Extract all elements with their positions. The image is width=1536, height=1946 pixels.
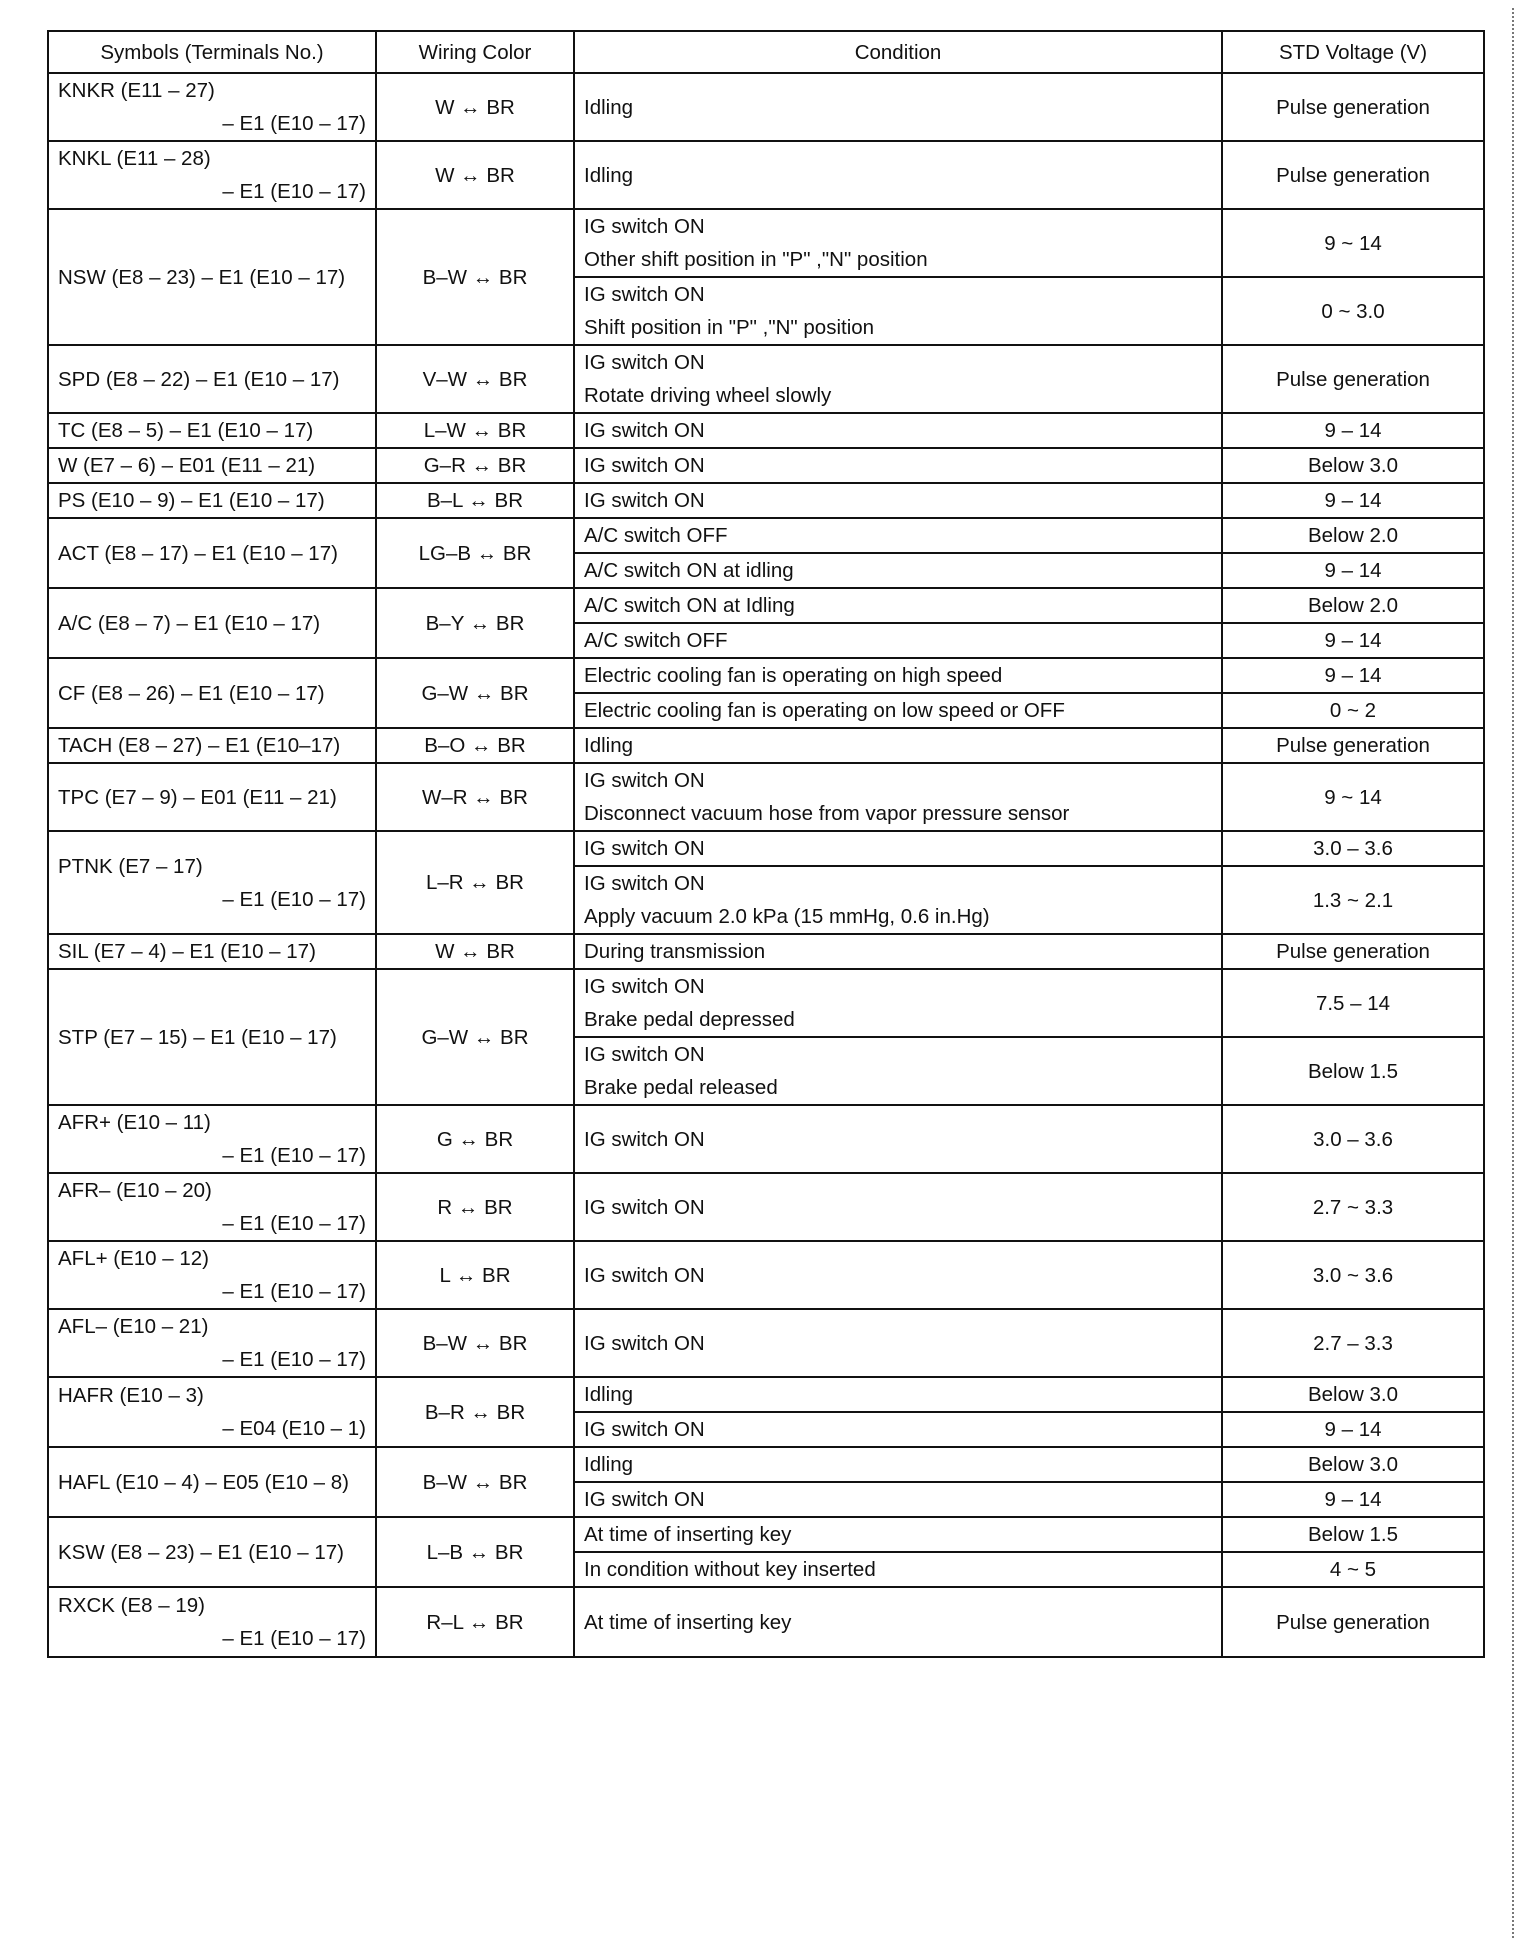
voltage-cell: 0 ~ 2 [1222,693,1484,728]
voltage-cell: 9 – 14 [1222,623,1484,658]
header-condition: Condition [574,31,1222,73]
wiring-cell: G ↔ BR [376,1105,574,1173]
condition-cell [574,141,1222,209]
table-row [48,1517,1484,1552]
symbol-cell [48,345,376,413]
symbol-cell [48,934,376,969]
condition-cell [574,658,1222,693]
voltage-cell: Below 3.0 [1222,448,1484,483]
symbol-line: TACH (E8 – 27) – E1 (E10–17) [58,734,341,757]
voltage-cell: Below 3.0 [1222,1377,1484,1412]
condition-cell [574,483,1222,518]
condition-cell [574,1173,1222,1241]
condition-line: IG switch ON [584,215,705,238]
condition-cell [574,1447,1222,1482]
symbol-cell [48,483,376,518]
condition-line: Brake pedal released [584,1076,778,1099]
symbol-line: SPD (E8 – 22) – E1 (E10 – 17) [58,367,340,391]
condition-line: Idling [584,163,634,187]
header-std-voltage: STD Voltage (V) [1222,31,1484,73]
condition-line: Idling [584,734,634,757]
voltage-cell: Pulse generation [1222,1587,1484,1657]
voltage-cell: 0 ~ 3.0 [1222,277,1484,345]
table-header-row [48,31,1484,73]
condition-line: Idling [584,1383,634,1406]
condition-line: Electric cooling fan is operating on low speed or OFF [584,699,1065,722]
condition-cell [574,1037,1222,1105]
wiring-cell: B–L ↔ BR [376,483,574,518]
symbol-line: CF (E8 – 26) – E1 (E10 – 17) [58,681,325,705]
wiring-cell: G–R ↔ BR [376,448,574,483]
symbol-line: – E1 (E10 – 17) [222,1144,366,1167]
symbol-cell [48,518,376,588]
table-row [48,1447,1484,1482]
condition-line: Shift position in "P" ,"N" position [584,316,875,339]
symbol-line: AFL+ (E10 – 12) [58,1247,209,1270]
symbol-cell [48,73,376,141]
condition-cell [574,73,1222,141]
wiring-cell: R–L ↔ BR [376,1587,574,1657]
symbol-line: W (E7 – 6) – E01 (E11 – 21) [58,454,316,477]
symbol-line: HAFL (E10 – 4) – E05 (E10 – 8) [58,1470,349,1494]
symbol-cell [48,1309,376,1377]
voltage-cell: 2.7 – 3.3 [1222,1309,1484,1377]
condition-line: IG switch ON [584,975,705,998]
condition-line: IG switch ON [584,769,705,792]
condition-cell [574,1309,1222,1377]
table-row [48,518,1484,553]
symbol-line: STP (E7 – 15) – E1 (E10 – 17) [58,1025,337,1049]
table-row [48,969,1484,1037]
condition-line: Brake pedal depressed [584,1008,795,1031]
symbol-line: – E1 (E10 – 17) [222,1280,366,1303]
symbol-line: – E1 (E10 – 17) [222,1627,366,1650]
condition-line: IG switch ON [584,837,705,860]
symbol-line: HAFR (E10 – 3) [58,1384,204,1407]
condition-cell [574,518,1222,553]
condition-line: At time of inserting key [584,1523,792,1546]
condition-line: Apply vacuum 2.0 kPa (15 mmHg, 0.6 in.Hg) [584,905,990,928]
symbol-line: ACT (E8 – 17) – E1 (E10 – 17) [58,541,338,565]
voltage-cell: 4 ~ 5 [1222,1552,1484,1587]
wiring-cell: B–Y ↔ BR [376,588,574,658]
condition-cell [574,1412,1222,1447]
condition-cell [574,623,1222,658]
voltage-cell: Pulse generation [1222,73,1484,141]
symbol-cell [48,1377,376,1447]
voltage-cell: 3.0 ~ 3.6 [1222,1241,1484,1309]
page-edge-divider [1512,8,1514,1938]
voltage-cell: 9 – 14 [1222,553,1484,588]
voltage-cell: Below 2.0 [1222,518,1484,553]
condition-line: IG switch ON [584,1331,705,1355]
table-row [48,413,1484,448]
voltage-cell: Below 1.5 [1222,1517,1484,1552]
wiring-cell: W ↔ BR [376,934,574,969]
table-row [48,1587,1484,1657]
condition-line: IG switch ON [584,872,705,895]
symbol-cell [48,413,376,448]
wiring-cell: B–W ↔ BR [376,209,574,345]
table-row [48,1241,1484,1309]
condition-line: IG switch ON [584,1263,705,1287]
voltage-cell: 9 – 14 [1222,413,1484,448]
wiring-cell: G–W ↔ BR [376,658,574,728]
symbol-line: AFR– (E10 – 20) [58,1179,212,1202]
table-row [48,1309,1484,1377]
table-row [48,1173,1484,1241]
condition-cell [574,866,1222,934]
table-row [48,209,1484,277]
symbol-line: PS (E10 – 9) – E1 (E10 – 17) [58,489,325,512]
voltage-cell: Below 1.5 [1222,1037,1484,1105]
condition-line: Other shift position in "P" ,"N" position [584,248,928,271]
voltage-cell: Pulse generation [1222,345,1484,413]
ecu-terminal-voltage-table [47,30,1485,1658]
condition-line: A/C switch ON at Idling [584,594,795,617]
condition-cell [574,1241,1222,1309]
condition-cell [574,277,1222,345]
wiring-cell: L–R ↔ BR [376,831,574,934]
symbol-line: KSW (E8 – 23) – E1 (E10 – 17) [58,1540,344,1564]
table-row [48,448,1484,483]
table-row [48,763,1484,831]
voltage-cell: Pulse generation [1222,728,1484,763]
condition-line: IG switch ON [584,1418,705,1441]
wiring-cell: L ↔ BR [376,1241,574,1309]
condition-line: IG switch ON [584,283,705,306]
symbol-line: – E1 (E10 – 17) [222,1212,366,1235]
symbol-line: NSW (E8 – 23) – E1 (E10 – 17) [58,265,346,289]
symbol-cell [48,209,376,345]
wiring-cell: B–W ↔ BR [376,1309,574,1377]
condition-cell [574,934,1222,969]
symbol-line: TPC (E7 – 9) – E01 (E11 – 21) [58,785,337,809]
symbol-cell [48,658,376,728]
symbol-cell [48,1517,376,1587]
condition-cell [574,1552,1222,1587]
symbol-cell [48,728,376,763]
symbol-line: – E1 (E10 – 17) [222,887,366,911]
symbol-line: AFR+ (E10 – 11) [58,1111,211,1134]
condition-cell [574,553,1222,588]
symbol-line: AFL– (E10 – 21) [58,1315,209,1338]
symbol-cell [48,1241,376,1309]
voltage-cell: Below 3.0 [1222,1447,1484,1482]
table-row [48,483,1484,518]
condition-cell [574,1377,1222,1412]
table-row [48,1105,1484,1173]
condition-line: At time of inserting key [584,1610,792,1634]
condition-line: Disconnect vacuum hose from vapor pressure sensor [584,802,1070,825]
symbol-cell [48,1173,376,1241]
wiring-cell: L–B ↔ BR [376,1517,574,1587]
condition-cell [574,1587,1222,1657]
condition-line: Idling [584,1453,634,1476]
condition-cell [574,1105,1222,1173]
condition-line: IG switch ON [584,454,705,477]
symbol-cell [48,763,376,831]
symbol-line: PTNK (E7 – 17) [58,854,203,878]
condition-cell [574,588,1222,623]
symbol-cell [48,448,376,483]
voltage-cell: 9 ~ 14 [1222,209,1484,277]
wiring-cell: B–W ↔ BR [376,1447,574,1517]
condition-cell [574,728,1222,763]
table-row [48,73,1484,141]
voltage-cell: 1.3 ~ 2.1 [1222,866,1484,934]
condition-line: IG switch ON [584,1043,705,1066]
symbol-cell [48,141,376,209]
condition-line: A/C switch ON at idling [584,559,794,582]
condition-cell [574,209,1222,277]
wiring-cell: V–W ↔ BR [376,345,574,413]
symbol-line: – E1 (E10 – 17) [222,180,366,203]
condition-cell [574,693,1222,728]
condition-line: IG switch ON [584,489,705,512]
voltage-cell: 3.0 – 3.6 [1222,831,1484,866]
voltage-cell: 9 ~ 14 [1222,763,1484,831]
table-row [48,345,1484,413]
condition-cell [574,1482,1222,1517]
wiring-cell: B–O ↔ BR [376,728,574,763]
symbol-cell [48,588,376,658]
symbol-cell [48,969,376,1105]
condition-line: IG switch ON [584,419,705,442]
condition-cell [574,1517,1222,1552]
voltage-cell: Below 2.0 [1222,588,1484,623]
wiring-cell: W–R ↔ BR [376,763,574,831]
wiring-cell: W ↔ BR [376,73,574,141]
condition-line: During transmission [584,940,766,963]
voltage-cell: 9 – 14 [1222,658,1484,693]
condition-cell [574,831,1222,866]
wiring-cell: LG–B ↔ BR [376,518,574,588]
symbol-cell [48,831,376,934]
table-row [48,831,1484,866]
symbol-line: KNKR (E11 – 27) [58,79,215,102]
condition-line: Rotate driving wheel slowly [584,384,832,407]
condition-line: A/C switch OFF [584,629,728,652]
voltage-cell: 9 – 14 [1222,1412,1484,1447]
symbol-line: A/C (E8 – 7) – E1 (E10 – 17) [58,611,321,635]
symbol-line: SIL (E7 – 4) – E1 (E10 – 17) [58,940,316,963]
condition-line: A/C switch OFF [584,524,728,547]
condition-line: IG switch ON [584,1488,705,1511]
symbol-cell [48,1105,376,1173]
symbol-line: TC (E8 – 5) – E1 (E10 – 17) [58,419,314,442]
wiring-cell: R ↔ BR [376,1173,574,1241]
symbol-line: – E1 (E10 – 17) [222,1348,366,1371]
condition-cell [574,448,1222,483]
condition-cell [574,969,1222,1037]
voltage-cell: 3.0 – 3.6 [1222,1105,1484,1173]
condition-line: IG switch ON [584,1127,705,1151]
condition-line: Idling [584,95,634,119]
wiring-cell: L–W ↔ BR [376,413,574,448]
table-row [48,141,1484,209]
table-row [48,1377,1484,1412]
table-row [48,934,1484,969]
symbol-line: – E1 (E10 – 17) [222,112,366,135]
voltage-cell: Pulse generation [1222,141,1484,209]
condition-cell [574,413,1222,448]
symbol-line: RXCK (E8 – 19) [58,1594,205,1617]
symbol-line: KNKL (E11 – 28) [58,147,211,170]
symbol-line: – E04 (E10 – 1) [222,1417,366,1440]
header-wiring-color: Wiring Color [376,31,574,73]
symbol-cell [48,1587,376,1657]
condition-cell [574,345,1222,413]
voltage-cell: 9 – 14 [1222,483,1484,518]
voltage-cell: 2.7 ~ 3.3 [1222,1173,1484,1241]
condition-line: IG switch ON [584,1195,705,1219]
symbol-cell [48,1447,376,1517]
condition-cell [574,763,1222,831]
condition-line: In condition without key inserted [584,1558,876,1581]
table-row [48,658,1484,693]
condition-line: IG switch ON [584,351,705,374]
voltage-cell: 9 – 14 [1222,1482,1484,1517]
wiring-cell: W ↔ BR [376,141,574,209]
voltage-cell: 7.5 – 14 [1222,969,1484,1037]
wiring-cell: B–R ↔ BR [376,1377,574,1447]
table-row [48,728,1484,763]
header-symbols: Symbols (Terminals No.) [48,31,376,73]
voltage-cell: Pulse generation [1222,934,1484,969]
wiring-cell: G–W ↔ BR [376,969,574,1105]
condition-line: Electric cooling fan is operating on high speed [584,664,1003,687]
table-row [48,588,1484,623]
